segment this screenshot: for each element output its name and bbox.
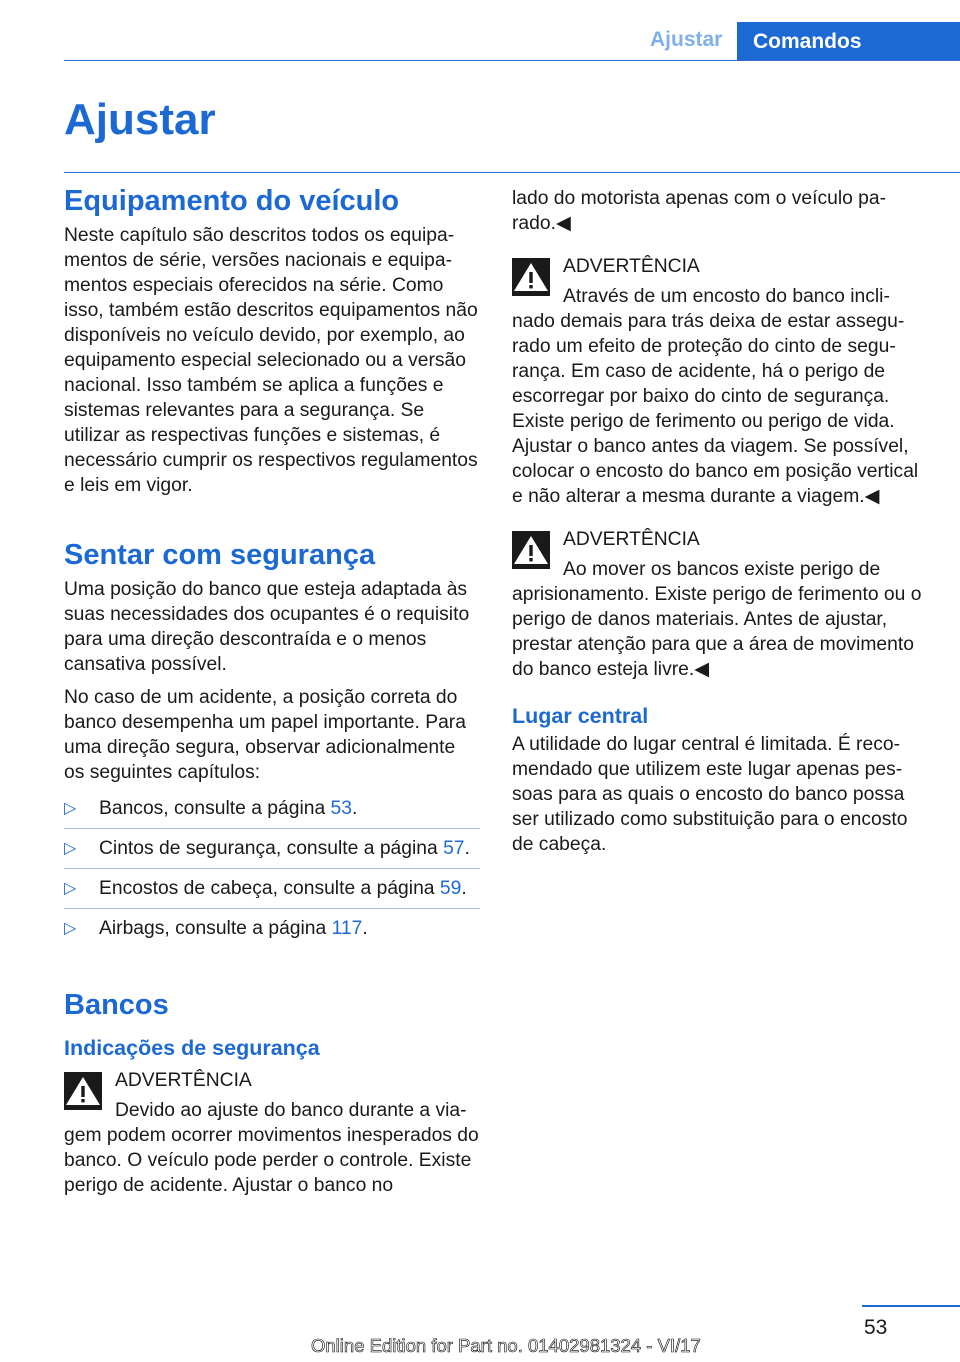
heading-lugar-central: Lugar central xyxy=(512,704,649,728)
warning-triangle-icon xyxy=(512,258,550,296)
page-link-117[interactable]: 117 xyxy=(331,917,363,939)
page-link-57[interactable]: 57 xyxy=(443,837,465,859)
page-link-53[interactable]: 53 xyxy=(330,797,352,819)
warning-text: Devido ao ajuste do banco durante a viagem podem ocorrer movimentos inesperados do banco. O veículo pode perder o controle. Existe perigo de acidente. Ajustar o banco no xyxy=(64,1100,479,1197)
footer-rule xyxy=(862,1305,960,1307)
paragraph-sentar-1: Uma posição do banco que esteja adaptada às suas necessidades dos ocupantes é o requisito para uma direção descontraída e o menos cansativa possível. xyxy=(64,578,470,675)
list-item-text: Cintos de segurança, consulte a página xyxy=(99,837,444,859)
header-tab-comandos[interactable]: Comandos xyxy=(737,22,960,60)
page-number: 53 xyxy=(864,1316,888,1339)
warning-triangle-icon xyxy=(512,531,550,569)
header-section: Ajustar xyxy=(650,28,723,51)
warning-text: Ao mover os bancos existe perigo de aprisionamento. Existe perigo de ferimento ou o perigo de danos materiais. Antes de ajustar, prestar atenção para que a área de movimento do banco esteja livre.◀ xyxy=(512,559,922,680)
title-rule xyxy=(64,172,960,173)
heading-bancos: Bancos xyxy=(64,988,169,1021)
warning-heading: ADVERTÊNCIA xyxy=(563,529,700,550)
footer-edition: Online Edition for Part no. 01402981324 - VI/17 xyxy=(311,1335,701,1356)
list-item-text: Airbags, consulte a página xyxy=(99,917,332,939)
warning-heading: ADVERTÊNCIA xyxy=(563,256,700,277)
page-link-59[interactable]: 59 xyxy=(439,877,462,899)
heading-indicacoes: Indicações de segurança xyxy=(64,1036,320,1061)
heading-sentar: Sentar com segurança xyxy=(64,538,376,571)
list-item-end: . xyxy=(461,877,467,899)
list-item xyxy=(64,869,480,909)
list-item-end: . xyxy=(464,837,470,859)
warning-block xyxy=(512,527,926,682)
paragraph-lugar-central: A utilidade do lugar central é limitada. É recomendado que utilizem este lugar apenas pessoas para as quais o encosto do banco possa ser utilizado como substituição para o encosto de cabeça. xyxy=(512,733,908,855)
header-rule xyxy=(64,60,960,61)
heading-equipamento: Equipamento do veículo xyxy=(64,185,400,217)
warning-heading: ADVERTÊNCIA xyxy=(115,1070,252,1092)
warning-block xyxy=(64,1068,480,1198)
triangle-bullet-icon: ▷ xyxy=(64,879,77,897)
warning-triangle-icon xyxy=(64,1072,102,1110)
list-item-text: Encostos de cabeça, consulte a página xyxy=(99,877,440,899)
right-column xyxy=(512,178,926,857)
list-item-end: . xyxy=(362,917,368,939)
paragraph-sentar-2: No caso de um acidente, a posição correta do banco desempenha um papel importante. Para uma direção segura, observar adicionalmente os seguintes capítulos: xyxy=(64,686,466,783)
paragraph-continued: lado do motorista apenas com o veículo parado.◀ xyxy=(512,188,887,234)
list-item xyxy=(64,829,480,869)
paragraph-equipamento: Neste capítulo são descritos todos os equipamentos de série, versões nacionais e equipamentos especiais oferecidos na série. Como isso, também estão descritos equipamentos não disponíveis no veículo devido, por exemplo, ao equipamento especial selecionado ou a versão nacional. Isso também se aplica a funções e sistemas relevantes para a segurança. Se utilizar as respectivas funções e sistemas, é necessário cumprir os respectivos regulamentos e leis em vigor. xyxy=(64,224,478,496)
list-item xyxy=(64,789,480,829)
warning-block xyxy=(512,254,926,509)
triangle-bullet-icon: ▷ xyxy=(64,839,77,857)
triangle-bullet-icon: ▷ xyxy=(64,919,77,937)
reference-list xyxy=(64,789,480,948)
left-column xyxy=(64,178,480,1198)
page-title: Ajustar xyxy=(64,95,216,144)
warning-text: Através de um encosto do banco inclinado demais para trás deixa de estar assegurado um efeito de proteção do cinto de segurança. Em caso de acidente, há o perigo de escorregar por baixo do cinto de segurança. Existe perigo de ferimento ou perigo de vida. Ajustar o banco antes da viagem. Se possível, colocar o encosto do banco em posição vertical e não alterar a mesma durante a viagem.◀ xyxy=(512,286,919,507)
list-item-text: Bancos, consulte a página xyxy=(99,797,331,819)
triangle-bullet-icon: ▷ xyxy=(64,799,77,817)
list-item xyxy=(64,909,480,948)
list-item-end: . xyxy=(352,797,358,819)
